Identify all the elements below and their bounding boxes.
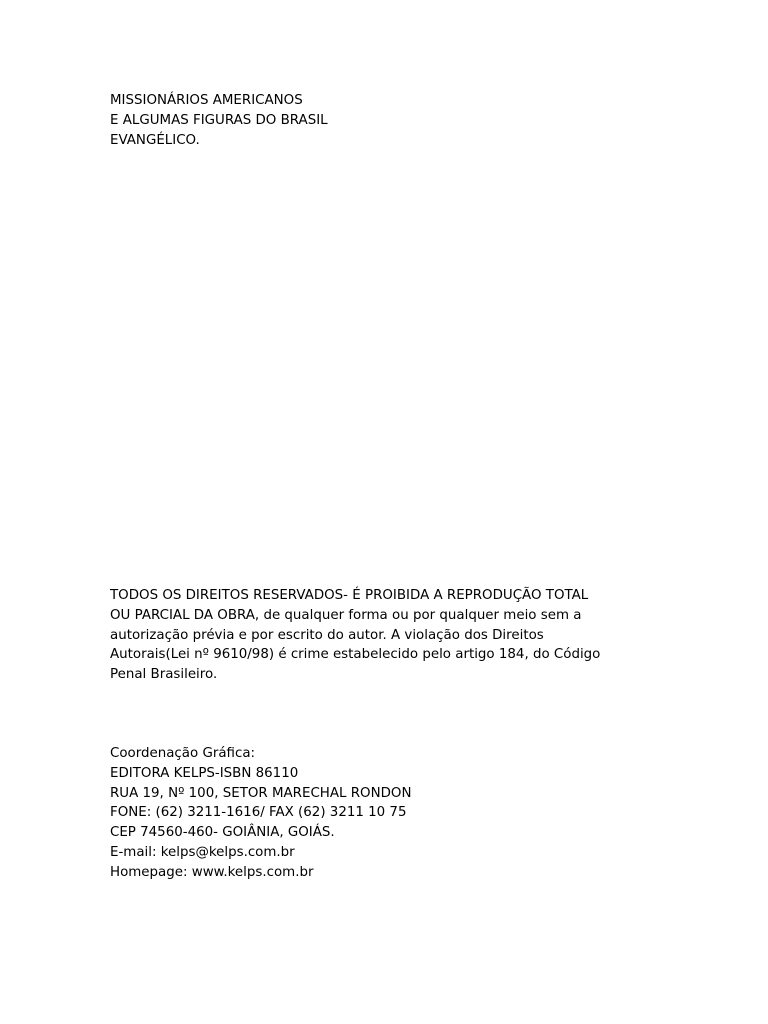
publisher-phone: FONE: (62) 3211-1616/ FAX (62) 3211 10 75 [110, 805, 407, 821]
title-line: E ALGUMAS FIGURAS DO BRASIL [110, 112, 328, 128]
publisher-postal: CEP 74560-460- GOIÂNIA, GOIÁS. [110, 825, 335, 841]
title-line: MISSIONÁRIOS AMERICANOS [110, 93, 303, 108]
copyright-notice [110, 586, 670, 685]
copyright-line: Autorais(Lei nº 9610/98) é crime estabelecido pelo artigo 184, do Código [110, 647, 601, 663]
publisher-email: E-mail: kelps@kelps.com.br [110, 844, 295, 860]
copyright-line: OU PARCIAL DA OBRA, de qualquer forma ou por qualquer meio sem a [110, 607, 582, 623]
book-title [110, 91, 328, 150]
copyright-line: TODOS OS DIREITOS RESERVADOS- É PROIBIDA A REPRODUÇÃO TOTAL [110, 588, 589, 603]
title-line: EVANGÉLICO. [110, 132, 200, 148]
colophon-heading: Coordenação Gráfica: [110, 746, 256, 761]
copyright-line: Penal Brasileiro. [110, 667, 218, 683]
publisher-colophon [110, 744, 411, 883]
publisher-address: RUA 19, Nº 100, SETOR MARECHAL RONDON [110, 785, 412, 801]
publisher-name: EDITORA KELPS-ISBN 86110 [110, 765, 299, 781]
copyright-line: autorização prévia e por escrito do autor. A violação dos Direitos [110, 627, 544, 643]
publisher-homepage: Homepage: www.kelps.com.br [110, 864, 314, 880]
